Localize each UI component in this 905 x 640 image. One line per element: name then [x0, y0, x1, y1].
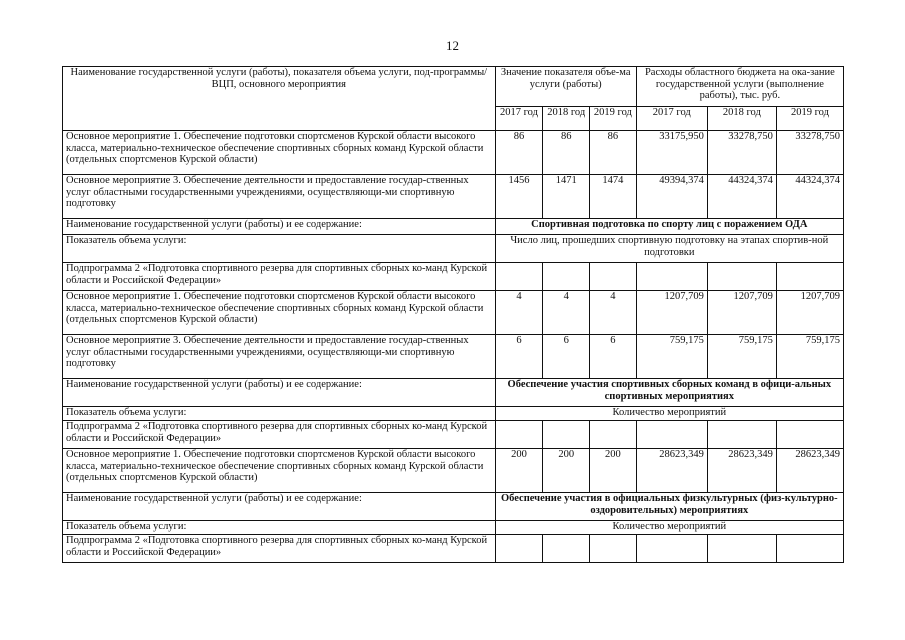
cell-expense-2019: 759,175 [776, 335, 843, 379]
cell-volume-2017: 1456 [495, 175, 543, 219]
cell-volume-2019: 86 [590, 131, 637, 175]
cell-expense-2018 [707, 535, 776, 563]
cell-volume-2019 [590, 263, 637, 291]
cell-expense-2019 [776, 421, 843, 449]
cell-volume-2018: 4 [543, 291, 590, 335]
cell-volume-2019 [590, 421, 637, 449]
cell-volume-2017 [495, 421, 543, 449]
cell-volume-2018: 1471 [543, 175, 590, 219]
cell-expense-2017 [636, 421, 707, 449]
cell-volume-2017 [495, 263, 543, 291]
table-row [63, 535, 844, 563]
cell-volume-2019: 1474 [590, 175, 637, 219]
table-row [63, 493, 844, 521]
cell-expense-2017 [636, 263, 707, 291]
cell-expense-2019: 1207,709 [776, 291, 843, 335]
cell-volume-2018: 200 [543, 449, 590, 493]
service-content-cell: Обеспечение участия в официальных физкультурных (физ-культурно-оздоровительных) мероприятиях [495, 493, 843, 521]
cell-volume-2017: 86 [495, 131, 543, 175]
table-row [63, 421, 844, 449]
row-name: Показатель объема услуги: [63, 235, 496, 263]
cell-expense-2018: 1207,709 [707, 291, 776, 335]
cell-volume-2019: 6 [590, 335, 637, 379]
services-table [62, 66, 844, 563]
cell-volume-2019: 200 [590, 449, 637, 493]
cell-expense-2019 [776, 535, 843, 563]
row-name: Основное мероприятие 3. Обеспечение деятельности и предоставление государ-ственных услуг областными государственными учреждениями, осуществляющи-ми спортивную подготовку [63, 175, 496, 219]
row-name: Показатель объема услуги: [63, 521, 496, 535]
cell-expense-2017 [636, 535, 707, 563]
cell-volume-2018: 6 [543, 335, 590, 379]
cell-expense-2017: 33175,950 [636, 131, 707, 175]
cell-volume-2018 [543, 421, 590, 449]
cell-expense-2019: 33278,750 [776, 131, 843, 175]
volume-indicator-cell: Количество мероприятий [495, 407, 843, 421]
table-row [63, 263, 844, 291]
cell-volume-2017: 6 [495, 335, 543, 379]
cell-expense-2017: 49394,374 [636, 175, 707, 219]
header-year-expense-2018: 2018 год [707, 107, 776, 131]
cell-expense-2018 [707, 263, 776, 291]
row-name: Наименование государственной услуги (работы) и ее содержание: [63, 219, 496, 235]
service-content-cell: Спортивная подготовка по спорту лиц с поражением ОДА [495, 219, 843, 235]
row-name: Наименование государственной услуги (работы) и ее содержание: [63, 379, 496, 407]
row-name: Подпрограмма 2 «Подготовка спортивного резерва для спортивных сборных ко-манд Курской области и Российской Федерации» [63, 263, 496, 291]
cell-volume-2018 [543, 263, 590, 291]
table-row [63, 175, 844, 219]
row-name: Наименование государственной услуги (работы) и ее содержание: [63, 493, 496, 521]
table-row [63, 335, 844, 379]
header-year-expense-2019: 2019 год [776, 107, 843, 131]
volume-indicator-cell: Число лиц, прошедших спортивную подготовку на этапах спортив-ной подготовки [495, 235, 843, 263]
cell-expense-2017: 1207,709 [636, 291, 707, 335]
table-row [63, 521, 844, 535]
table-row [63, 449, 844, 493]
table-row [63, 235, 844, 263]
cell-expense-2018: 44324,374 [707, 175, 776, 219]
row-name: Подпрограмма 2 «Подготовка спортивного резерва для спортивных сборных ко-манд Курской области и Российской Федерации» [63, 535, 496, 563]
header-year-expense-2017: 2017 год [636, 107, 707, 131]
cell-expense-2019: 28623,349 [776, 449, 843, 493]
row-name: Основное мероприятие 1. Обеспечение подготовки спортсменов Курской области высокого класса, материально-техническое обеспечение спортивных сборных команд Курской области (отдельных спортсменов Курской области) [63, 131, 496, 175]
cell-volume-2018: 86 [543, 131, 590, 175]
page-number: 12 [446, 38, 459, 53]
row-name: Основное мероприятие 3. Обеспечение деятельности и предоставление государ-ственных услуг областными государственными учреждениями, осуществляющи-ми спортивную подготовку [63, 335, 496, 379]
cell-expense-2019: 44324,374 [776, 175, 843, 219]
header-volume-group: Значение показателя объе-ма услуги (работы) [495, 67, 636, 107]
header-year-volume-2018: 2018 год [543, 107, 590, 131]
cell-expense-2017: 759,175 [636, 335, 707, 379]
cell-volume-2017 [495, 535, 543, 563]
service-content-cell: Обеспечение участия спортивных сборных команд в офици-альных спортивных мероприятиях [495, 379, 843, 407]
cell-volume-2019: 4 [590, 291, 637, 335]
cell-expense-2018: 759,175 [707, 335, 776, 379]
cell-volume-2017: 200 [495, 449, 543, 493]
cell-expense-2018: 28623,349 [707, 449, 776, 493]
table-row [63, 131, 844, 175]
table-row [63, 379, 844, 407]
row-name: Основное мероприятие 1. Обеспечение подготовки спортсменов Курской области высокого класса, материально-техническое обеспечение спортивных сборных команд Курской области (отдельных спортсменов Курской области) [63, 291, 496, 335]
header-year-volume-2017: 2017 год [495, 107, 543, 131]
volume-indicator-cell: Количество мероприятий [495, 521, 843, 535]
cell-expense-2018 [707, 421, 776, 449]
cell-expense-2018: 33278,750 [707, 131, 776, 175]
row-name: Подпрограмма 2 «Подготовка спортивного резерва для спортивных сборных ко-манд Курской области и Российской Федерации» [63, 421, 496, 449]
cell-expense-2017: 28623,349 [636, 449, 707, 493]
cell-volume-2018 [543, 535, 590, 563]
cell-volume-2017: 4 [495, 291, 543, 335]
cell-expense-2019 [776, 263, 843, 291]
table-row [63, 291, 844, 335]
row-name: Основное мероприятие 1. Обеспечение подготовки спортсменов Курской области высокого класса, материально-техническое обеспечение спортивных сборных команд Курской области (отдельных спортсменов Курской области) [63, 449, 496, 493]
header-name-column: Наименование государственной услуги (работы), показателя объема услуги, под-программы/ВЦП, основного мероприятия [63, 67, 496, 131]
table-row [63, 407, 844, 421]
row-name: Показатель объема услуги: [63, 407, 496, 421]
cell-volume-2019 [590, 535, 637, 563]
header-year-volume-2019: 2019 год [590, 107, 637, 131]
table-row [63, 219, 844, 235]
header-expense-group: Расходы областного бюджета на ока-зание государственной услуги (выполнение работы), тыс. руб. [636, 67, 843, 107]
